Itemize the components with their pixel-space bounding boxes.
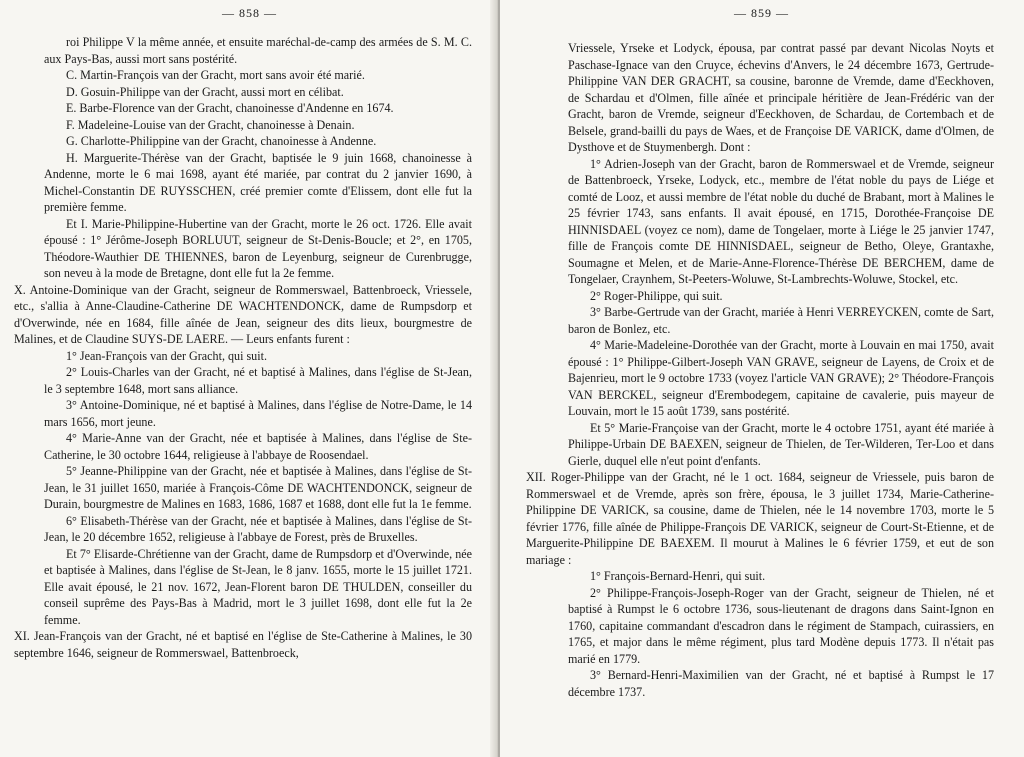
paragraph: 1° François-Bernard-Henri, qui suit. xyxy=(590,569,766,583)
section-heading-xi: XI. Jean-François van der Gracht, né et baptisé en l'église de Ste-Catherine à Malines, le 30 septembre 1646, seigneur de Rommerswael, Battenbroeck, xyxy=(14,629,472,660)
paragraph: 3° Bernard-Henri-Maximilien van der Gracht, né et baptisé à Rumpst le 17 décembre 1737. xyxy=(568,668,994,699)
paragraph: 4° Marie-Madeleine-Dorothée van der Gracht, morte à Louvain en mai 1750, avait épousé : 1° Philippe-Gilbert-Joseph VAN GRAVE, seigneur de Layens, de Croix et de Bajenrieu, mort le 9 octobre 1733 (voyez l'article VAN GRAVE); 2° Théodore-François VAN BERCKEL, seigneur d'Erembodegem, capitaine de cavalerie, puis mayeur de Louvain, mort le 15 août 1739, sans postérité. xyxy=(568,338,994,418)
paragraph: 5° Jeanne-Philippine van der Gracht, née et baptisée à Malines, dans l'église de St-Jean, le 31 juillet 1650, mariée à François-Côme DE WACHTENDONCK, seigneur de Durain, bourgmestre de Malines en 1683, 1686, 1687 et 1688, dont elle fut la 1e femme. xyxy=(44,464,472,511)
paragraph: 6° Elisabeth-Thérèse van der Gracht, née et baptisée à Malines, dans l'église de St-Jean, le 20 décembre 1652, religieuse à l'abbaye de Forest, près de Bruxelles. xyxy=(44,513,472,544)
paragraph: G. Charlotte-Philippine van der Gracht, chanoinesse à Andenne. xyxy=(66,134,377,148)
section-heading-x: X. Antoine-Dominique van der Gracht, seigneur de Rommerswael, Battenbroeck, Vriessele, etc., s'allia à Anne-Claudine-Catherine DE WACHTENDONCK, dame de Rumpsdorp et d'Overwinde, née en 1684, fille aînée de Jean, seigneur des dits lieux, bourgmestre de Malines, et de Claudine SUYS-DE LAERE. — Leurs enfants furent : xyxy=(14,282,472,346)
paragraph: 1° Adrien-Joseph van der Gracht, baron de Rommerswael et de Vremde, seigneur de Battenbroeck, Yrseke, Lodyck, etc., membre de l'état noble du pays de Liége et comté de Looz, et aussi membre de l'état noble du duché de Brabant, mort à Malines le 25 février 1743, sans enfants. Il avait épousé, en 1715, Dorothée-Françoise DE HINNISDAEL (voyez ce nom), dame de Tongelaer, morte à Liége le 25 janvier 1747, fille de François comte DE HINNISDAEL, seigneur de Betho, Oleye, Grantaxhe, Soumagne et Melen, et de Marie-Anne-Florence-Thérèse DE BERCHEM, dame de Tongelaer, Craynhem, St-Peeters-Woluwe, St-Lambrechts-Woluwe, Stockel, etc. xyxy=(568,156,994,286)
paragraph: 3° Barbe-Gertrude van der Gracht, mariée à Henri VERREYCKEN, comte de Sart, baron de Bonlez, etc. xyxy=(568,305,994,336)
left-page xyxy=(0,0,498,757)
paragraph: 2° Roger-Philippe, qui suit. xyxy=(590,288,723,303)
paragraph: E. Barbe-Florence van der Gracht, chanoinesse d'Andenne en 1674. xyxy=(66,101,394,115)
paragraph: 3° Antoine-Dominique, né et baptisé à Malines, dans l'église de Notre-Dame, le 14 mars 1656, mort jeune. xyxy=(44,398,472,429)
paragraph: F. Madeleine-Louise van der Gracht, chanoinesse à Denain. xyxy=(66,117,355,132)
paragraph: Vriessele, Yrseke et Lodyck, épousa, par contrat passé par devant Nicolas Noyts et Paschase-Ignace van den Cruyce, échevins d'Anvers, le 24 décembre 1673, Gertrude-Philippine VAN DER GRACHT, sa cousine, baronne de Vremde, dame d'Eeckhoven, de Schardau et d'Olmen, fille aînée et principale héritière de Jean-Frédéric van der Gracht, baron de Vremde, seigneur d'Eeckhoven, de Schardau, de Cortembach et de Belsele, grand-bailli du pays de Waes, et de Françoise DE VARICK, dame d'Olmen, de Dysthove et de Stuymenbergh. Dont : xyxy=(568,41,994,154)
paragraph: D. Gosuin-Philippe van der Gracht, aussi mort en célibat. xyxy=(66,84,344,99)
paragraph: roi Philippe V la même année, et ensuite maréchal-de-camp des armées de S. M. C. aux Pays-Bas, aussi mort sans postérité. xyxy=(44,35,472,66)
paragraph: C. Martin-François van der Gracht, mort sans avoir été marié. xyxy=(66,68,365,82)
left-page-text xyxy=(14,34,472,661)
paragraph: H. Marguerite-Thérèse van der Gracht, baptisée le 9 juin 1668, chanoinesse à Andenne, morte le 6 mai 1698, ayant été mariée, par contrat du 2 janvier 1690, à Michel-Constantin DE RUYSSCHEN, créé premier comte d'Elissem, dont elle fut la première femme. xyxy=(44,150,472,214)
paragraph: 4° Marie-Anne van der Gracht, née et baptisée à Malines, dans l'église de Ste-Catherine, le 30 octobre 1644, religieuse à l'abbaye de Roosendael. xyxy=(44,431,472,462)
paragraph: 2° Louis-Charles van der Gracht, né et baptisé à Malines, dans l'église de St-Jean, le 3 septembre 1648, mort sans alliance. xyxy=(44,365,472,396)
paragraph: Et 7° Elisarde-Chrétienne van der Gracht, dame de Rumpsdorp et d'Overwinde, née et baptisée à Malines, dans l'église de St-Jean, le 8 janv. 1655, morte le 15 juillet 1721. Elle avait épousé, le 21 nov. 1672, Jean-Florent baron DE THULDEN, conseiller du conseil suprême des Pays-Bas à Madrid, mort le 3 juillet 1698, dont elle fut la 2e femme. xyxy=(44,546,472,627)
right-page-text xyxy=(526,40,994,700)
right-page xyxy=(500,0,1024,757)
paragraph: Et I. Marie-Philippine-Hubertine van der Gracht, morte le 26 oct. 1726. Elle avait épousé : 1° Jérôme-Joseph BORLUUT, seigneur de St-Denis-Boucle; et 2°, en 1705, Théodore-Wauthier DE THIENNES, baron de Leyenburg, seigneur de Curenbrugge, son neveu à la mode de Bretagne, dont elle fut la 2e femme. xyxy=(44,216,472,280)
page-number-right: — 859 — xyxy=(734,6,789,20)
page-number-left: — 858 — xyxy=(222,6,277,20)
paragraph: 2° Philippe-François-Joseph-Roger van der Gracht, seigneur de Thielen, né et baptisé à Rumpst le 6 octobre 1736, sous-lieutenant de dragons dans Saint-Ignon en 1760, capitaine commandant d'escadron dans le régiment de Stampach, cuirassiers, en 1765, et major dans le même régiment, plus tard Modène depuis 1773. Il n'était pas marié en 1779. xyxy=(568,585,994,666)
paragraph: 1° Jean-François van der Gracht, qui suit. xyxy=(66,348,267,363)
paragraph: Et 5° Marie-Françoise van der Gracht, morte le 4 octobre 1751, ayant été mariée à Philippe-Urbain DE BAEXEN, seigneur de Thielen, de Ter-Wilderen, Ter-Loo et dans Gierle, duquel elle n'eut point d'enfants. xyxy=(568,420,994,468)
section-heading-xii: XII. Roger-Philippe van der Gracht, né le 1 oct. 1684, seigneur de Vriessele, puis baron de Rommerswael et de Vremde, après son frère, épousa, le 3 juillet 1734, Marie-Catherine-Philippine DE VARICK, sa cousine, dame de Thielen, née le 14 novembre 1703, morte le 5 février 1776, fille aînée de Philippe-François DE VARICK, seigneur de Court-St-Etienne, et de Marguerite-Philippine DE BAEXEM. Il mourut à Malines le 6 février 1759, et eut de son mariage : xyxy=(526,470,994,567)
